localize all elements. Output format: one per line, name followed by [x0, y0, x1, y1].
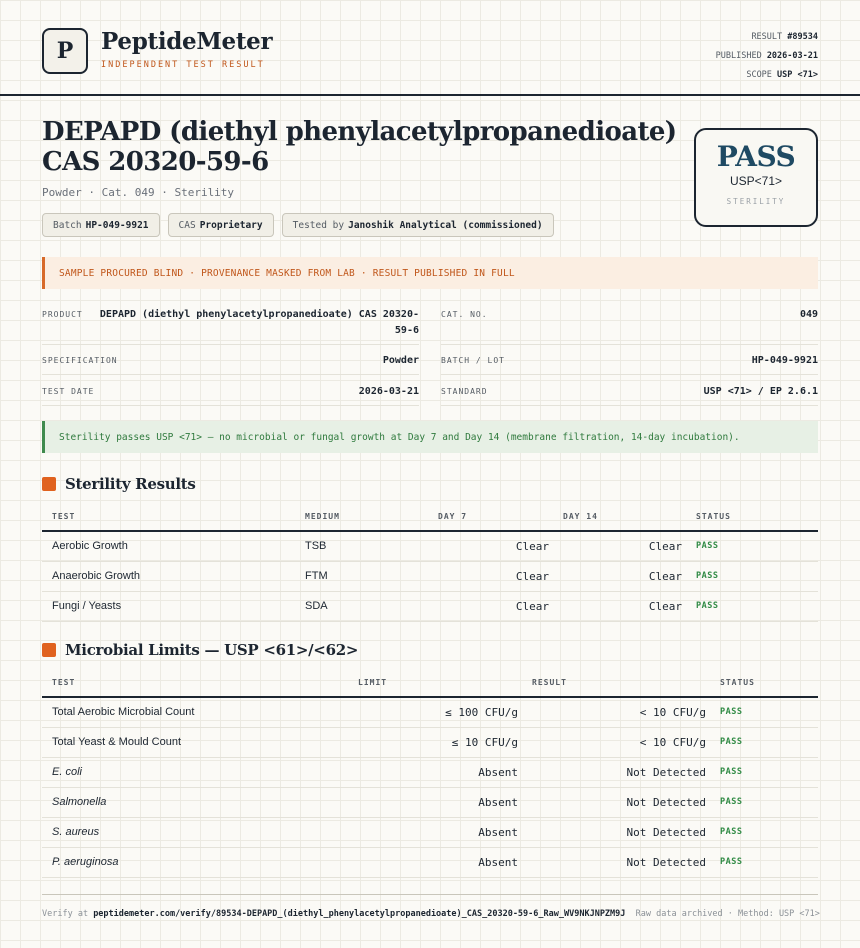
published-date: 2026-03-21 — [766, 51, 818, 61]
product-subline: Powder · Cat. 049 · Sterility — [42, 186, 235, 199]
col-header: TEST — [42, 502, 305, 531]
pass-notice: Sterility passes USP <71> — no microbial or fungal growth at Day 7 and Day 14 (membrane filtration, 14-day incubation). — [42, 421, 818, 453]
limit: Absent — [358, 757, 532, 787]
page-header — [0, 0, 860, 96]
col-header: LIMIT — [358, 668, 532, 697]
day7-result: Clear — [438, 591, 563, 621]
col-header: STATUS — [720, 668, 818, 697]
pass-kind: STERILITY — [726, 197, 786, 206]
table-row — [42, 757, 818, 787]
result-meta — [716, 28, 818, 85]
result-number: #89534 — [787, 32, 818, 42]
pass-badge — [694, 128, 818, 227]
table-row — [42, 561, 818, 591]
result: < 10 CFU/g — [532, 727, 720, 757]
meta-result: RESULT #89534 — [751, 32, 818, 42]
col-header: STATUS — [696, 502, 818, 531]
status-badge: PASS — [696, 561, 818, 591]
day14-result: Clear — [563, 591, 696, 621]
table-row — [42, 817, 818, 847]
table-row — [42, 697, 818, 727]
col-header: DAY 14 — [563, 502, 696, 531]
result: < 10 CFU/g — [532, 697, 720, 727]
meta-scope: SCOPE USP <71> — [746, 70, 818, 80]
tested-by-chip: Tested by Janoshik Analytical (commissioned) — [282, 213, 554, 237]
section-square-icon — [42, 477, 56, 491]
result: Not Detected — [532, 787, 720, 817]
table-row — [42, 847, 818, 877]
result: Not Detected — [532, 817, 720, 847]
info-date — [42, 382, 419, 406]
medium: FTM — [305, 561, 438, 591]
info-value: Powder — [382, 355, 419, 366]
test-name: Salmonella — [42, 787, 358, 817]
brand-tagline: INDEPENDENT TEST RESULT — [101, 60, 265, 70]
info-batch — [441, 351, 818, 375]
title-line-1: DEPAPD (diethyl phenylacetylpropanedioate) — [42, 117, 677, 147]
meta-published: PUBLISHED 2026-03-21 — [715, 51, 818, 61]
cas-chip: CAS Proprietary — [168, 213, 274, 237]
limit: Absent — [358, 817, 532, 847]
info-label: SPECIFICATION — [42, 356, 118, 365]
limit: Absent — [358, 847, 532, 877]
logo-letter: P — [56, 38, 74, 64]
microbial-table — [42, 668, 818, 878]
verify-label: Verify at — [42, 909, 89, 919]
medium: SDA — [305, 591, 438, 621]
verify-link[interactable]: peptidemeter.com/verify/89534-DEPAPD_(diethyl_phenylacetylpropanedioate)_CAS_20320-59-6_Raw_WV9NKJNPZM9J — [93, 909, 626, 919]
result: Not Detected — [532, 847, 720, 877]
col-header: DAY 7 — [438, 502, 563, 531]
microbial-heading — [42, 641, 358, 659]
status-badge: PASS — [720, 817, 818, 847]
info-value: 2026-03-21 — [358, 386, 419, 397]
status-badge: PASS — [696, 591, 818, 621]
brand-logo[interactable] — [42, 28, 88, 74]
info-standard — [441, 382, 818, 406]
test-name: Fungi / Yeasts — [42, 591, 305, 621]
page-title — [42, 117, 682, 177]
section-title: Sterility Results — [65, 475, 196, 493]
blind-notice: SAMPLE PROCURED BLIND · PROVENANCE MASKED FROM LAB · RESULT PUBLISHED IN FULL — [42, 257, 818, 289]
info-cat — [441, 305, 818, 345]
sterility-heading — [42, 475, 196, 493]
limit: ≤ 10 CFU/g — [358, 727, 532, 757]
info-label: TEST DATE — [42, 387, 95, 396]
test-name: Aerobic Growth — [42, 531, 305, 561]
info-label: BATCH / LOT — [441, 356, 505, 365]
test-name: P. aeruginosa — [42, 847, 358, 877]
pass-result: PASS — [716, 140, 796, 173]
section-square-icon — [42, 643, 56, 657]
info-label: STANDARD — [441, 387, 488, 396]
batch-chip: Batch HP-049-9921 — [42, 213, 160, 237]
status-badge: PASS — [720, 757, 818, 787]
day14-result: Clear — [563, 531, 696, 561]
col-header: RESULT — [532, 668, 720, 697]
page-footer — [42, 909, 832, 919]
status-badge: PASS — [720, 697, 818, 727]
table-row — [42, 727, 818, 757]
day7-result: Clear — [438, 561, 563, 591]
info-value: DEPAPD (diethyl phenylacetylpropanedioate) CAS 20320-59-6 — [99, 309, 419, 336]
archive-note: Raw data archived · Method: USP <71> — [635, 909, 820, 919]
test-name: Total Aerobic Microbial Count — [42, 697, 358, 727]
limit: Absent — [358, 787, 532, 817]
table-row — [42, 591, 818, 621]
pass-standard: USP<71> — [729, 174, 783, 188]
limit: ≤ 100 CFU/g — [358, 697, 532, 727]
test-name: Anaerobic Growth — [42, 561, 305, 591]
brand-name[interactable]: PeptideMeter — [101, 28, 273, 55]
status-badge: PASS — [720, 847, 818, 877]
info-product — [42, 305, 419, 345]
info-spec — [42, 351, 419, 375]
footer-divider — [42, 894, 818, 895]
status-badge: PASS — [696, 531, 818, 561]
status-badge: PASS — [720, 787, 818, 817]
test-name: E. coli — [42, 757, 358, 787]
info-value: HP-049-9921 — [751, 355, 818, 366]
table-row — [42, 787, 818, 817]
scope-value: USP <71> — [777, 70, 818, 80]
info-value: 049 — [799, 309, 818, 320]
table-header-row — [42, 502, 818, 531]
status-badge: PASS — [720, 727, 818, 757]
chip-row — [42, 213, 554, 237]
info-label: CAT. NO. — [441, 310, 488, 319]
col-header: MEDIUM — [305, 502, 438, 531]
title-line-2: CAS 20320-59-6 — [42, 147, 269, 177]
info-label: PRODUCT — [42, 310, 83, 319]
table-header-row — [42, 668, 818, 697]
day7-result: Clear — [438, 531, 563, 561]
section-title: Microbial Limits — USP <61>/<62> — [65, 641, 359, 659]
medium: TSB — [305, 531, 438, 561]
info-value: USP <71> / EP 2.6.1 — [703, 386, 818, 397]
col-header: TEST — [42, 668, 358, 697]
test-name: S. aureus — [42, 817, 358, 847]
test-name: Total Yeast & Mould Count — [42, 727, 358, 757]
sterility-table — [42, 502, 818, 622]
result: Not Detected — [532, 757, 720, 787]
day14-result: Clear — [563, 561, 696, 591]
table-row — [42, 531, 818, 561]
